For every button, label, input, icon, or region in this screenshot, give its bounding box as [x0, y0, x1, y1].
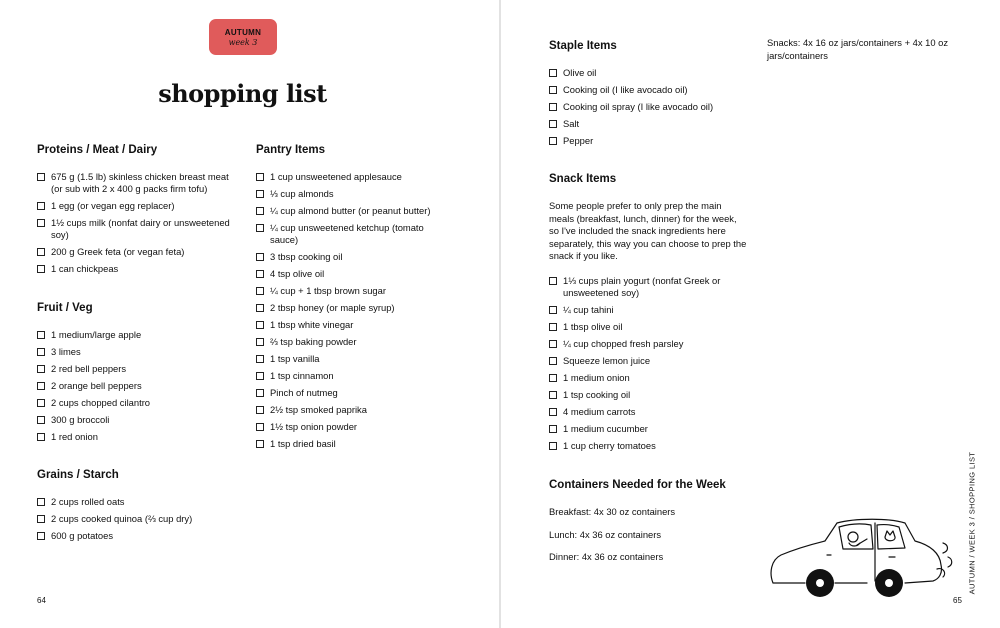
checkbox[interactable]	[37, 202, 45, 210]
checkbox[interactable]	[549, 69, 557, 77]
checkbox[interactable]	[549, 340, 557, 348]
checkbox[interactable]	[37, 399, 45, 407]
list-item: ¼ cup almond butter (or peanut butter)	[256, 205, 448, 217]
checkbox[interactable]	[256, 338, 264, 346]
list-item: ⅓ cup almonds	[256, 188, 448, 200]
list-item: 2 orange bell peppers	[37, 380, 237, 392]
grains-section	[37, 468, 237, 547]
section-title: Grains / Starch	[37, 469, 119, 481]
season-badge	[209, 19, 277, 55]
checkbox[interactable]	[256, 304, 264, 312]
list-item: 1 tbsp white vinegar	[256, 319, 448, 331]
list-item: 3 limes	[37, 346, 237, 358]
checkbox[interactable]	[256, 355, 264, 363]
checkbox[interactable]	[256, 389, 264, 397]
checkbox[interactable]	[37, 331, 45, 339]
snack-section	[549, 172, 749, 457]
checkbox[interactable]	[256, 224, 264, 232]
checkbox[interactable]	[37, 416, 45, 424]
proteins-section	[37, 143, 237, 280]
checkbox[interactable]	[37, 515, 45, 523]
checkbox[interactable]	[256, 287, 264, 295]
section-title: Staple Items	[549, 40, 617, 52]
checkbox[interactable]	[549, 442, 557, 450]
checkbox[interactable]	[256, 372, 264, 380]
week-label: week 3	[228, 38, 258, 47]
list-item: 1½ cups milk (nonfat dairy or unsweetened soy)	[37, 217, 237, 241]
list-item: 2½ tsp smoked paprika	[256, 404, 448, 416]
checklist	[37, 171, 237, 276]
list-item: ¼ cup chopped fresh parsley	[549, 338, 749, 350]
list-item: 1 red onion	[37, 431, 237, 443]
list-item: 2 cups cooked quinoa (⅔ cup dry)	[37, 513, 237, 525]
checklist	[549, 67, 749, 147]
checklist	[37, 329, 237, 443]
checkbox[interactable]	[256, 253, 264, 261]
list-item: 1 cup cherry tomatoes	[549, 440, 749, 452]
season-label: AUTUMN	[224, 28, 262, 37]
checkbox[interactable]	[549, 374, 557, 382]
checkbox[interactable]	[256, 190, 264, 198]
checkbox[interactable]	[37, 498, 45, 506]
checkbox[interactable]	[37, 265, 45, 273]
list-item: 1 egg (or vegan egg replacer)	[37, 200, 237, 212]
list-item: Pepper	[549, 135, 749, 147]
checklist	[549, 275, 749, 452]
checkbox[interactable]	[549, 120, 557, 128]
section-title: Fruit / Veg	[37, 302, 93, 314]
container-line: Breakfast: 4x 30 oz containers	[549, 506, 676, 517]
snacks-containers-note: Snacks: 4x 16 oz jars/containers + 4x 10 oz jars/containers	[767, 37, 949, 61]
checkbox[interactable]	[549, 408, 557, 416]
section-title: Proteins / Meat / Dairy	[37, 144, 158, 156]
checkbox[interactable]	[549, 137, 557, 145]
section-title: Snack Items	[549, 173, 617, 185]
checkbox[interactable]	[549, 277, 557, 285]
list-item: Salt	[549, 118, 749, 130]
checkbox[interactable]	[256, 270, 264, 278]
list-item: 4 medium carrots	[549, 406, 749, 418]
right-page	[501, 0, 1000, 628]
page-number: 65	[953, 596, 962, 605]
checkbox[interactable]	[549, 86, 557, 94]
checkbox[interactable]	[256, 207, 264, 215]
list-item: Cooking oil (I like avocado oil)	[549, 84, 749, 96]
list-item: 1 tsp dried basil	[256, 438, 448, 450]
containers-section	[549, 478, 759, 574]
list-item: 1 tsp cinnamon	[256, 370, 448, 382]
list-item: 200 g Greek feta (or vegan feta)	[37, 246, 237, 258]
list-item: Olive oil	[549, 67, 749, 79]
checkbox[interactable]	[256, 423, 264, 431]
checkbox[interactable]	[549, 306, 557, 314]
list-item: 300 g broccoli	[37, 414, 237, 426]
car-illustration	[765, 515, 955, 604]
snack-intro: Some people prefer to only prep the main meals (breakfast, lunch, dinner) for the week, so I've included the snack ingredients here separately, this way you can choose to prep the snack if you like.	[549, 200, 747, 261]
list-item: 2 cups rolled oats	[37, 496, 237, 508]
list-item: 600 g potatoes	[37, 530, 237, 542]
page-title: shopping list	[158, 79, 327, 108]
checkbox[interactable]	[256, 440, 264, 448]
checklist	[256, 171, 448, 450]
checkbox[interactable]	[37, 532, 45, 540]
checkbox[interactable]	[37, 433, 45, 441]
list-item: ⅔ tsp baking powder	[256, 336, 448, 348]
staple-section	[549, 39, 749, 152]
list-item: ¼ cup tahini	[549, 304, 749, 316]
checkbox[interactable]	[549, 425, 557, 433]
list-item: 1⅓ cups plain yogurt (nonfat Greek or unsweetened soy)	[549, 275, 749, 299]
list-item: ¼ cup + 1 tbsp brown sugar	[256, 285, 448, 297]
checkbox[interactable]	[256, 321, 264, 329]
checklist	[37, 496, 237, 542]
list-item: ¼ cup unsweetened ketchup (tomato sauce)	[256, 222, 448, 246]
left-page	[0, 0, 499, 628]
list-item: 4 tsp olive oil	[256, 268, 448, 280]
checkbox[interactable]	[256, 173, 264, 181]
list-item: 2 cups chopped cilantro	[37, 397, 237, 409]
checkbox[interactable]	[549, 103, 557, 111]
page-number: 64	[37, 596, 46, 605]
list-item: 1 cup unsweetened applesauce	[256, 171, 448, 183]
list-item: 2 red bell peppers	[37, 363, 237, 375]
list-item: Cooking oil spray (I like avocado oil)	[549, 101, 749, 113]
car-drawing-icon	[765, 515, 955, 600]
list-item: Pinch of nutmeg	[256, 387, 448, 399]
container-line: Lunch: 4x 36 oz containers	[549, 528, 662, 540]
list-item: 3 tbsp cooking oil	[256, 251, 448, 263]
list-item: 1 tsp vanilla	[256, 353, 448, 365]
list-item: 1 medium/large apple	[37, 329, 237, 341]
side-section-label: AUTUMN / WEEK 3 / SHOPPING LIST	[967, 451, 977, 594]
checkbox[interactable]	[37, 173, 45, 181]
section-title: Pantry Items	[256, 144, 326, 156]
list-item: 1 medium onion	[549, 372, 749, 384]
list-item: 1 tsp cooking oil	[549, 389, 749, 401]
section-title: Containers Needed for the Week	[549, 479, 726, 491]
list-item: 675 g (1.5 lb) skinless chicken breast meat (or sub with 2 x 400 g packs firm tofu)	[37, 171, 237, 195]
fruit-veg-section	[37, 301, 237, 448]
list-item: Squeeze lemon juice	[549, 355, 749, 367]
list-item: 2 tbsp honey (or maple syrup)	[256, 302, 448, 314]
checkbox[interactable]	[549, 357, 557, 365]
checkbox[interactable]	[256, 406, 264, 414]
checkbox[interactable]	[37, 382, 45, 390]
list-item: 1½ tsp onion powder	[256, 421, 448, 433]
list-item: 1 medium cucumber	[549, 423, 749, 435]
checkbox[interactable]	[37, 365, 45, 373]
list-item: 1 can chickpeas	[37, 263, 237, 275]
container-line: Dinner: 4x 36 oz containers	[549, 551, 664, 562]
list-item: 1 tbsp olive oil	[549, 321, 749, 333]
checkbox[interactable]	[549, 323, 557, 331]
checkbox[interactable]	[37, 348, 45, 356]
pantry-section	[256, 143, 448, 455]
checkbox[interactable]	[37, 219, 45, 227]
checkbox[interactable]	[37, 248, 45, 256]
checkbox[interactable]	[549, 391, 557, 399]
